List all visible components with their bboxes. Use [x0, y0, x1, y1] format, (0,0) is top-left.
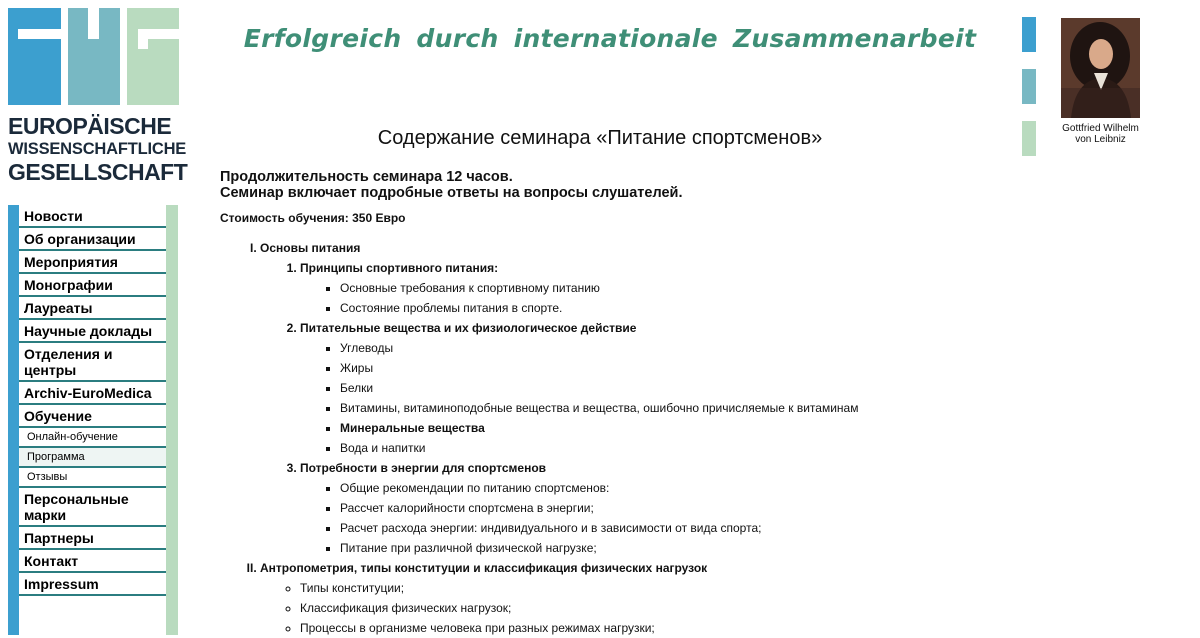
- price: Стоимость обучения: 350 Евро: [220, 211, 406, 225]
- nav-item-news[interactable]: Новости: [19, 205, 166, 228]
- chapter-title: Потребности в энергии для спортсменов: [300, 461, 547, 475]
- nav-item-laureates[interactable]: Лауреаты: [19, 297, 166, 320]
- nav-item-partners[interactable]: Партнеры: [19, 527, 166, 550]
- deco-bar-green: [1022, 121, 1036, 156]
- section-item: [260, 558, 858, 638]
- slogan: Erfolgreich durch internationale Zusammenarbeit: [243, 24, 977, 53]
- logo-bar-blue: [8, 8, 61, 105]
- leibniz-portrait: [1061, 18, 1140, 118]
- nav-item-contact[interactable]: Контакт: [19, 550, 166, 573]
- topic-item: ▪ Белки: [340, 378, 858, 398]
- section-title: Основы питания: [260, 241, 361, 255]
- topic-item: ▪ Минеральные вещества: [340, 418, 858, 438]
- deco-bar-blue: [1022, 17, 1036, 52]
- intro-duration: Продолжительность семинара 12 часов.: [220, 169, 513, 185]
- logo-line1: EUROPÄISCHE: [8, 113, 172, 139]
- nav-item-about[interactable]: Об организации: [19, 228, 166, 251]
- chapter-item: [300, 458, 858, 558]
- topic-item: ▪ Жиры: [340, 358, 858, 378]
- topic-item: ▪ Рассчет калорийности спортсмена в энергии;: [340, 498, 858, 518]
- nav-sub-online[interactable]: Онлайн-обучение: [19, 428, 166, 448]
- nav-item-departments[interactable]: Отделения и центры: [19, 343, 166, 382]
- topic-item: ◦ Типы конституции;: [300, 578, 858, 598]
- deco-bar-teal: [1022, 69, 1036, 104]
- nav-sub-reviews[interactable]: Отзывы: [19, 468, 166, 488]
- nav-item-archiv[interactable]: Archiv-EuroMedica: [19, 382, 166, 405]
- logo[interactable]: [8, 8, 188, 185]
- topic-item: ▪ Питание при различной физической нагрузке;: [340, 538, 858, 558]
- chapter-item: [300, 318, 858, 458]
- nav-item-events[interactable]: Мероприятия: [19, 251, 166, 274]
- section-item: [260, 238, 858, 558]
- seminar-outline: [220, 238, 858, 638]
- caption-line2: von Leibniz: [1075, 134, 1126, 145]
- nav-item-impressum[interactable]: Impressum: [19, 573, 166, 596]
- sidebar-nav-list: [19, 205, 166, 635]
- caption-line1: Gottfried Wilhelm: [1062, 123, 1139, 134]
- intro-answers: Семинар включает подробные ответы на вопросы слушателей.: [220, 185, 683, 201]
- chapter-item: [300, 258, 858, 318]
- logo-notch: [88, 8, 99, 39]
- topic-list: [300, 478, 858, 558]
- nav-item-monographs[interactable]: Монографии: [19, 274, 166, 297]
- topic-item: ◦ Классификация физических нагрузок;: [300, 598, 858, 618]
- topic-list: [300, 338, 858, 458]
- nav-item-reports[interactable]: Научные доклады: [19, 320, 166, 343]
- topic-item: ▪ Общие рекомендации по питанию спортсменов:: [340, 478, 858, 498]
- sidebar-nav: [8, 205, 178, 635]
- topic-list: [260, 578, 858, 638]
- logo-mark: [8, 8, 179, 105]
- logo-line2: WISSENSCHAFTLICHE: [8, 140, 187, 158]
- outline-sections: [220, 238, 858, 638]
- topic-list: [300, 278, 858, 318]
- chapter-title: Принципы спортивного питания:: [300, 261, 499, 275]
- topic-item: ▪ Основные требования к спортивному питанию: [340, 278, 858, 298]
- logo-notch: [138, 29, 148, 49]
- logo-line3: GESELLSCHAFT: [8, 159, 188, 185]
- section-title: Антропометрия, типы конституции и классификация физических нагрузок: [260, 561, 708, 575]
- logo-bar-green: [127, 8, 179, 105]
- chapter-title: Питательные вещества и их физиологическое действие: [300, 321, 637, 335]
- portrait-image: [1061, 18, 1140, 118]
- nav-item-stamps[interactable]: Персональные марки: [19, 488, 166, 527]
- seminar-intro: [220, 169, 683, 201]
- topic-item: ▪ Расчет расхода энергии: индивидуального и в зависимости от вида спорта;: [340, 518, 858, 538]
- topic-item: ▪ Состояние проблемы питания в спорте.: [340, 298, 858, 318]
- logo-text: [8, 113, 188, 185]
- portrait-caption: [1050, 123, 1151, 145]
- page-title: Содержание семинара «Питание спортсменов»: [377, 127, 823, 149]
- topic-item: ◦ Процессы в организме человека при разных режимах нагрузки;: [300, 618, 858, 638]
- topic-item: ▪ Витамины, витаминоподобные вещества и вещества, ошибочно причисляемые к витаминам: [340, 398, 858, 418]
- topic-item: ▪ Вода и напитки: [340, 438, 858, 458]
- nav-item-education[interactable]: Обучение: [19, 405, 166, 428]
- logo-notch: [18, 29, 61, 39]
- chapter-list: [260, 258, 858, 558]
- nav-sub-program[interactable]: Программа: [19, 448, 166, 468]
- topic-item: ▪ Углеводы: [340, 338, 858, 358]
